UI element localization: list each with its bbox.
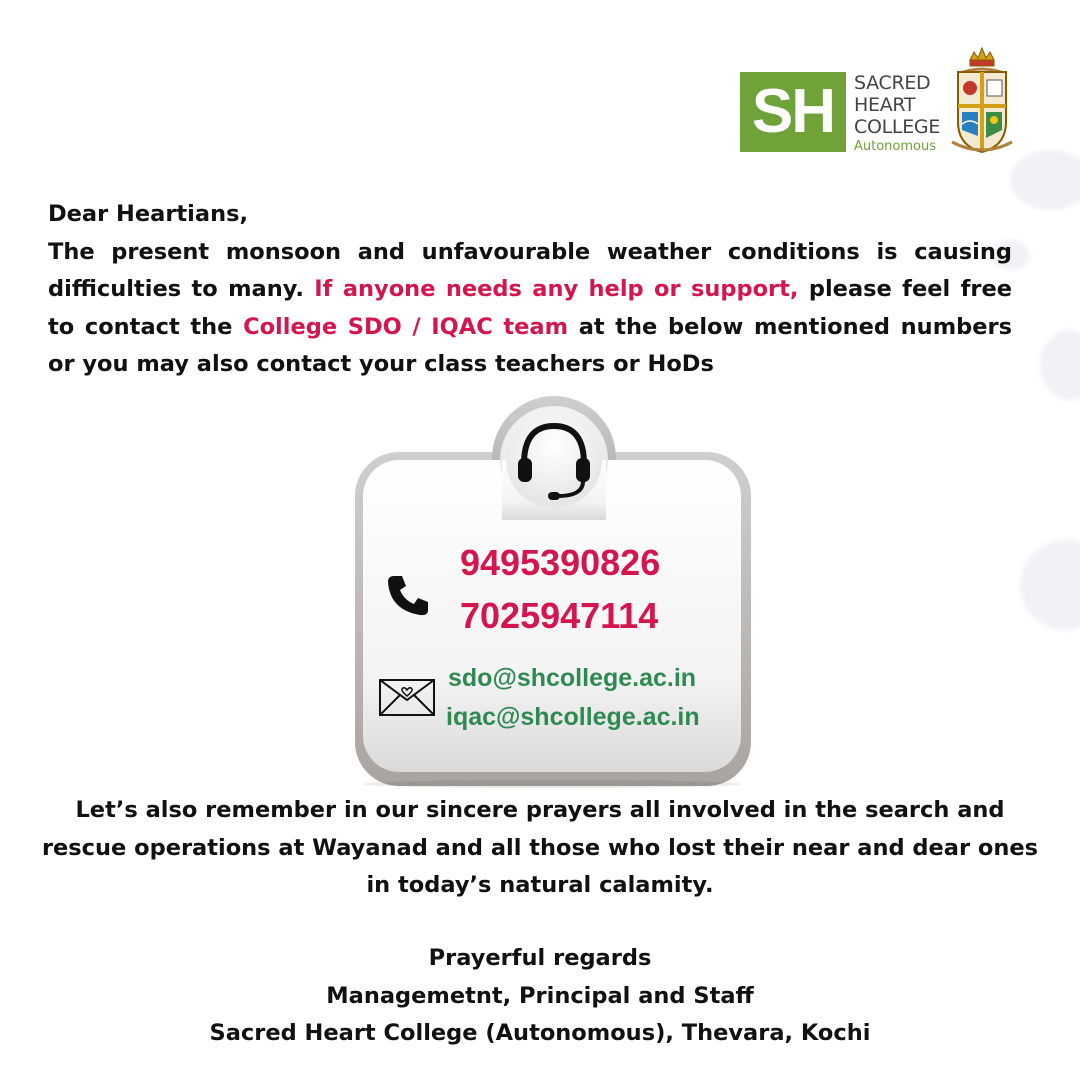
background-blob [1020, 540, 1080, 630]
logo-initials: SH [740, 72, 846, 152]
logo-name-line: COLLEGE [854, 116, 941, 138]
team-highlight: College SDO / IQAC team [243, 313, 569, 340]
logo-wordmark [854, 72, 940, 155]
message-body [48, 196, 1012, 384]
email-address[interactable]: iqac@shcollege.ac.in [446, 703, 700, 731]
help-highlight: If anyone needs any help or support, [314, 276, 799, 302]
greeting: Dear Heartians, [48, 201, 249, 227]
message-text: at the below mentioned numbers or you may also contact your class teachers or HoDs [48, 313, 1012, 377]
signoff-line: Prayerful regards [428, 945, 652, 971]
background-blob [1040, 330, 1080, 400]
logo-name-line: SACRED [854, 72, 931, 94]
message-text: please feel free to contact the [48, 276, 1012, 340]
background-blob [1010, 150, 1080, 210]
signoff [40, 940, 1040, 1053]
logo-name-line: HEART [854, 94, 916, 116]
message-text: The present monsoon and unfavourable weather conditions is causing difficulties to many. [48, 238, 1012, 302]
signoff-line: Managemetnt, Principal and Staff [326, 982, 754, 1009]
signoff-line: Sacred Heart College (Autonomous), Thevara, Kochi [209, 1020, 871, 1046]
contact-card [352, 396, 752, 788]
phone-icon [386, 572, 432, 618]
phone-number[interactable]: 9495390826 [460, 542, 661, 583]
prayer-text: Let’s also remember in our sincere prayers all involved in the search and rescue operations at Wayanad and all those who lost their near and dear ones in today’s natural calamity. [41, 797, 1039, 898]
college-crest-icon [950, 46, 1014, 156]
headset-icon [514, 420, 594, 502]
envelope-icon [378, 678, 436, 718]
phone-number[interactable]: 7025947114 [460, 595, 659, 636]
email-address[interactable]: sdo@shcollege.ac.in [448, 664, 697, 692]
logo-tagline: Autonomous [854, 139, 937, 154]
college-logo [740, 46, 1040, 156]
